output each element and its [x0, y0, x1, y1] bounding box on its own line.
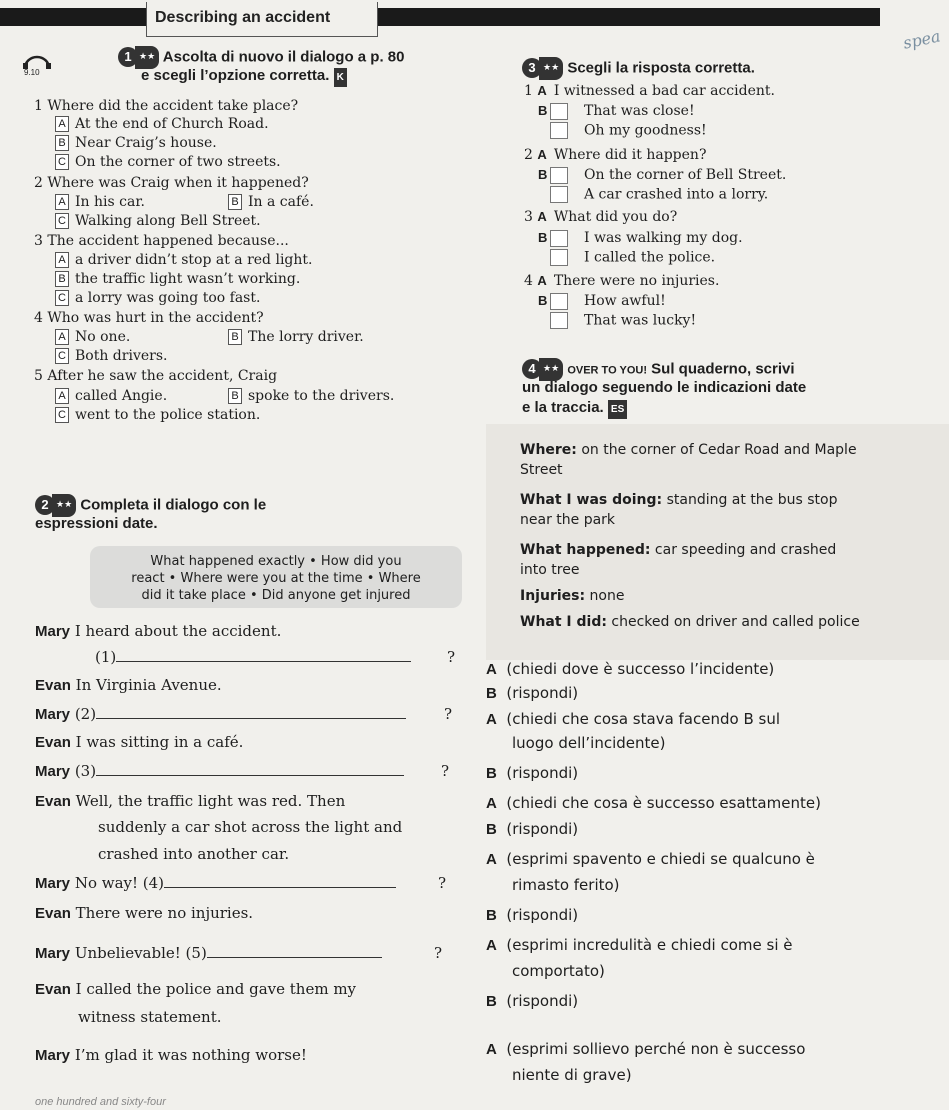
ex1-q3: 3 The accident happened because...: [34, 233, 289, 249]
ex1-q3-a[interactable]: A a driver didn’t stop at a red light.: [55, 252, 312, 269]
ex1-stars: ★★: [135, 46, 159, 69]
question-mark: ?: [441, 762, 450, 780]
ex3-item-4: 4 A There were no injuries.: [524, 273, 720, 289]
dialogue-blank-3[interactable]: Mary (3): [35, 762, 404, 781]
ex1-q4-a[interactable]: A No one.: [55, 329, 130, 346]
ex1-tag: K: [334, 68, 347, 87]
prompt-7-cont: rimasto ferito): [512, 876, 620, 894]
ex1-instruction-1: Ascolta di nuovo il dialogo a p. 80: [162, 48, 405, 66]
ex3-instruction: Scegli la risposta corretta.: [567, 59, 755, 77]
ex1-instruction: [141, 66, 347, 87]
ex3-item-2-b1[interactable]: B On the corner of Bell Street.: [538, 167, 787, 183]
prompt-6: B (rispondi): [486, 820, 579, 838]
info-doing-cont: near the park: [520, 512, 616, 528]
info-where-cont: Street: [520, 462, 563, 478]
ex2-instruction-2: espressioni date.: [35, 515, 158, 532]
ex2-instruction-1: Completa il dialogo con le: [80, 496, 267, 514]
ex1-q4-c[interactable]: C Both drivers.: [55, 348, 167, 365]
dialogue-line: witness statement.: [78, 1008, 222, 1026]
expressions-text: [94, 553, 458, 604]
blank-line[interactable]: [116, 661, 411, 662]
question-mark: ?: [438, 874, 447, 892]
dialogue-line: Mary I’m glad it was nothing worse!: [35, 1046, 307, 1064]
blank-line[interactable]: [164, 887, 396, 888]
dialogue-line: Mary I heard about the accident.: [35, 622, 282, 640]
prompt-9-cont: comportato): [512, 962, 605, 980]
dialogue-line: Evan Well, the traffic light was red. Then: [35, 792, 346, 810]
over-to-you: OVER TO YOU!: [567, 364, 647, 377]
checkbox[interactable]: [550, 186, 568, 203]
ex3-item-1-b2[interactable]: Oh my goodness!: [550, 122, 707, 140]
ex1-q1: 1 Where did the accident take place?: [34, 98, 299, 114]
ex3-item-2-b2[interactable]: A car crashed into a lorry.: [550, 186, 768, 204]
ex1-q1-c[interactable]: C On the corner of two streets.: [55, 154, 281, 171]
ex3-stars: ★★: [539, 57, 563, 80]
ex3-number: 3: [522, 58, 542, 78]
dialogue-blank-2[interactable]: Mary (2): [35, 705, 406, 724]
prompt-3: A (chiedi che cosa stava facendo B sul: [486, 710, 780, 728]
prompt-10: B (rispondi): [486, 992, 579, 1010]
info-doing: What I was doing: standing at the bus stop: [520, 492, 838, 508]
checkbox[interactable]: [550, 312, 568, 329]
ex3-item-4-b2[interactable]: That was lucky!: [550, 312, 696, 330]
ex1-number: 1: [118, 47, 138, 67]
prompt-11-cont: niente di grave): [512, 1066, 632, 1084]
prompt-3-cont: luogo dell’incidente): [512, 734, 666, 752]
expressions-line-2: react • Where were you at the time • Where: [131, 571, 421, 586]
ex1-q1-b[interactable]: B Near Craig’s house.: [55, 135, 217, 152]
question-mark: ?: [447, 648, 456, 666]
ex4-tag: ES: [608, 400, 627, 419]
expressions-line-3: did it take place • Did anyone get injured: [141, 588, 411, 603]
prompt-2: B (rispondi): [486, 684, 579, 702]
blank-line[interactable]: [207, 957, 382, 958]
prompt-9: A (esprimi incredulità e chiedi come si è: [486, 936, 793, 954]
ex3-item-2: 2 A Where did it happen?: [524, 147, 707, 163]
prompt-4: B (rispondi): [486, 764, 579, 782]
info-injuries: Injuries: none: [520, 588, 625, 604]
info-happened: What happened: car speeding and crashed: [520, 542, 837, 558]
ex4-instruction-2: un dialogo seguendo le indicazioni date: [522, 379, 807, 396]
ex1-q5: 5 After he saw the accident, Craig: [34, 368, 278, 384]
ex3-item-3-b1[interactable]: B I was walking my dog.: [538, 230, 743, 246]
ex3-item-4-b1[interactable]: B How awful!: [538, 293, 666, 309]
dialogue-blank-1[interactable]: (1): [95, 648, 411, 667]
ex1-q3-b[interactable]: B the traffic light wasn’t working.: [55, 271, 300, 288]
ex1-q5-a[interactable]: A called Angie.: [55, 388, 167, 405]
prompt-7: A (esprimi spavento e chiedi se qualcuno è: [486, 850, 815, 868]
prompt-11: A (esprimi sollievo perché non è successo: [486, 1040, 806, 1058]
checkbox[interactable]: [550, 230, 568, 247]
dialogue-line: Evan I called the police and gave them my: [35, 980, 357, 998]
ex1-q5-c[interactable]: C went to the police station.: [55, 407, 260, 424]
page-title: Describing an accident: [155, 9, 331, 26]
info-where: Where: on the corner of Cedar Road and Maple: [520, 442, 857, 458]
info-happened-cont: into tree: [520, 562, 580, 578]
ex1-q3-c[interactable]: C a lorry was going too fast.: [55, 290, 260, 307]
ex4-stars: ★★: [539, 358, 563, 381]
expressions-line-1: What happened exactly • How did you: [150, 554, 402, 569]
ex1-q4: 4 Who was hurt in the accident?: [34, 310, 264, 326]
dialogue-line: Evan In Virginia Avenue.: [35, 676, 222, 694]
header-bar: [0, 8, 880, 26]
ex4-number: 4: [522, 359, 542, 379]
ex1-q2: 2 Where was Craig when it happened?: [34, 175, 309, 191]
checkbox[interactable]: [550, 122, 568, 139]
prompt-1: A (chiedi dove è successo l’incidente): [486, 660, 775, 678]
dialogue-line: crashed into another car.: [98, 845, 290, 863]
checkbox[interactable]: [550, 293, 568, 310]
ex3-item-3-b2[interactable]: I called the police.: [550, 249, 715, 267]
ex1-q2-b[interactable]: B In a café.: [228, 194, 314, 211]
dialogue-line: Evan There were no injuries.: [35, 904, 254, 922]
checkbox[interactable]: [550, 103, 568, 120]
checkbox[interactable]: [550, 249, 568, 266]
dialogue-line: suddenly a car shot across the light and: [98, 818, 403, 836]
ex1-q2-a[interactable]: A In his car.: [55, 194, 145, 211]
ex3-item-1: 1 A I witnessed a bad car accident.: [524, 83, 775, 99]
ex1-instruction-2: e scegli l’opzione corretta.: [141, 67, 330, 84]
ex1-q1-a[interactable]: A At the end of Church Road.: [55, 116, 269, 133]
dialogue-blank-4[interactable]: Mary No way! (4): [35, 874, 396, 893]
ex1-q4-b[interactable]: B The lorry driver.: [228, 329, 364, 346]
blank-line[interactable]: [96, 718, 406, 719]
ex4-instruction-1: Sul quaderno, scrivi: [651, 360, 795, 378]
page-footer: one hundred and sixty-four: [35, 1096, 166, 1108]
prompt-8: B (rispondi): [486, 906, 579, 924]
dialogue-line: Evan I was sitting in a café.: [35, 733, 244, 751]
ex3-item-1-b1[interactable]: B That was close!: [538, 103, 695, 119]
question-mark: ?: [444, 705, 453, 723]
ex1-q5-b[interactable]: B spoke to the drivers.: [228, 388, 394, 405]
audio-track: 9.10: [24, 68, 40, 77]
prompt-5: A (chiedi che cosa è successo esattamente): [486, 794, 821, 812]
checkbox[interactable]: [550, 167, 568, 184]
ex1-q2-c[interactable]: C Walking along Bell Street.: [55, 213, 261, 230]
ex2-number: 2: [35, 495, 55, 515]
ex4-instruction-3: e la traccia. ES: [522, 398, 627, 419]
ex3-header: [522, 57, 755, 80]
info-did: What I did: checked on driver and called police: [520, 614, 860, 630]
ex3-item-3: 3 A What did you do?: [524, 209, 678, 225]
corner-word: spea: [901, 26, 943, 53]
blank-line[interactable]: [96, 775, 404, 776]
dialogue-blank-5[interactable]: Mary Unbelievable! (5): [35, 944, 382, 963]
ex2-stars: ★★: [52, 494, 76, 517]
question-mark: ?: [434, 944, 443, 962]
